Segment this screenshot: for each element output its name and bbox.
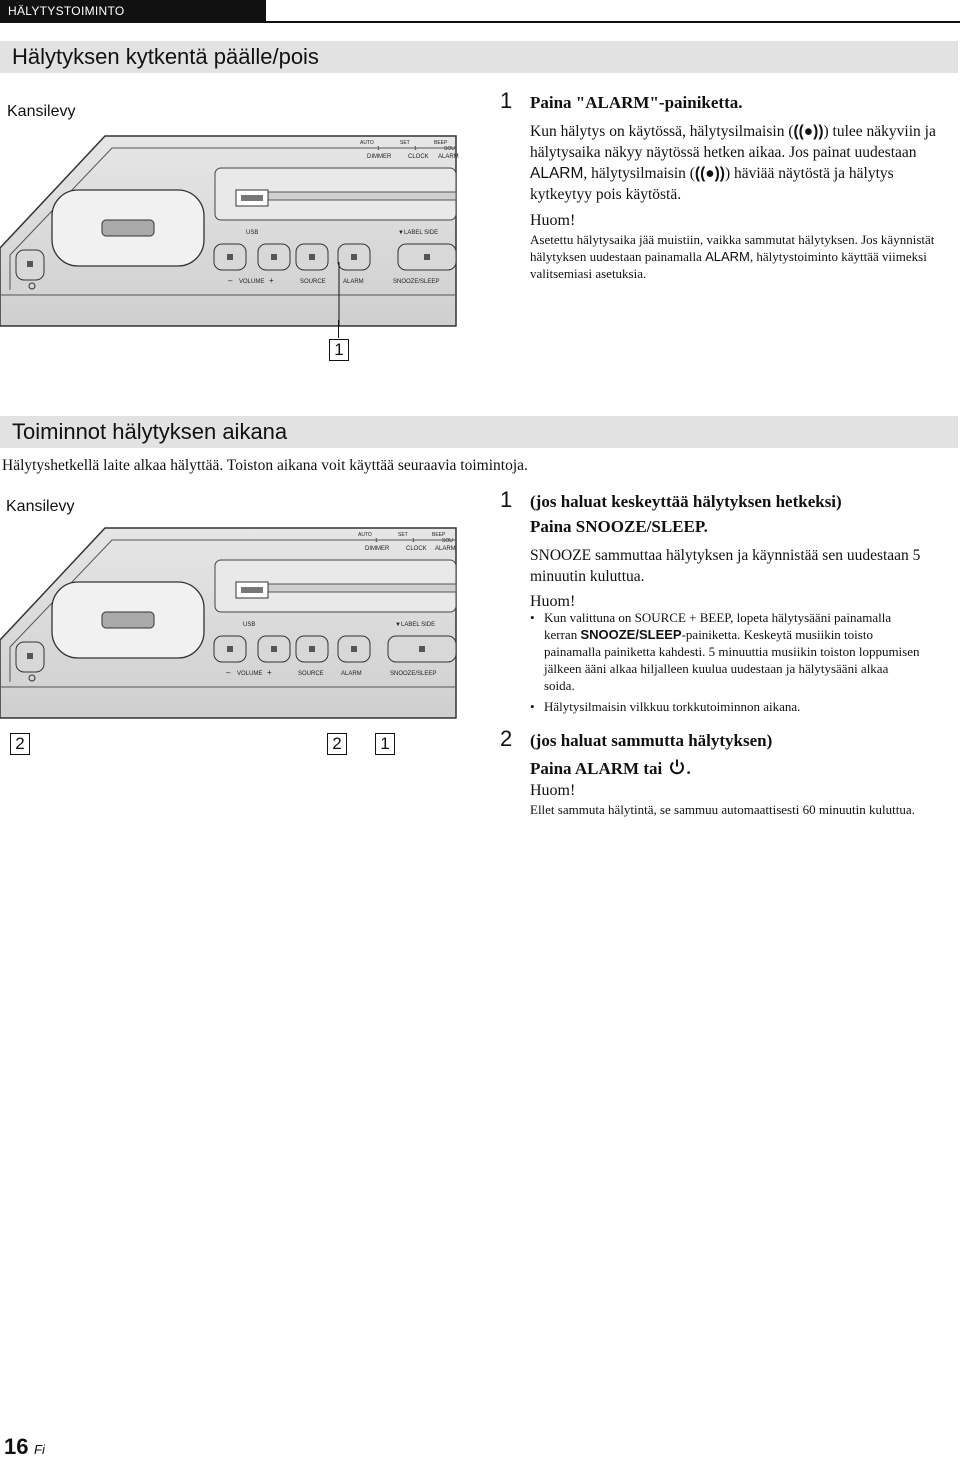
section1-title: Hälytyksen kytkentä päälle/pois — [0, 41, 958, 73]
section2-title: Toiminnot hälytyksen aikana — [0, 416, 958, 448]
alarm-indicator-icon: ((●)) — [793, 123, 824, 140]
svg-text:ALARM: ALARM — [343, 279, 364, 285]
s2-step1-bullet-2: • Hälytysilmaisin vilkkuu torkkutoiminnon aikana. — [530, 698, 922, 715]
svg-text:BEEP: BEEP — [434, 140, 448, 146]
svg-text:BEEP: BEEP — [432, 532, 446, 538]
svg-text:–: – — [226, 668, 231, 677]
svg-text:SET: SET — [400, 140, 410, 146]
s2-step2-note-title: Huom! — [530, 782, 576, 799]
svg-text:–: – — [228, 276, 233, 285]
callout-2-power: 2 — [10, 733, 30, 755]
svg-text:1: 1 — [412, 538, 415, 544]
svg-text:ALARM: ALARM — [435, 546, 456, 552]
s2-step2-note: Ellet sammuta hälytintä, se sammuu automaattisesti 60 minuutin kuluttua. — [530, 802, 915, 817]
svg-text:SOU: SOU — [444, 146, 455, 152]
svg-text:CLOCK: CLOCK — [408, 154, 429, 160]
s2-step1-bullet-1: • Kun valittuna on SOURCE + BEEP, lopeta hälytysääni painamalla kerran SNOOZE/SLEEP-painiketta. Keskeytä musiikin toisto painamalla painiketta kahdesti. 5 minuuttia musiikin toiston loppumisen jälkeen ääni alkaa hiljalleen kuulua uudestaan ja hälytysääni alkaa soida. — [530, 609, 922, 694]
s2-step1-number: 1 — [500, 487, 513, 512]
s2-step1-note-title: Huom! — [530, 593, 576, 610]
svg-text:LABEL SIDE: LABEL SIDE — [401, 622, 436, 628]
svg-text:DIMMER: DIMMER — [367, 154, 392, 160]
s2-step1-title-b: Paina SNOOZE/SLEEP. — [530, 517, 708, 536]
s2-step2-number: 2 — [500, 726, 513, 751]
s2-step1-body: SNOOZE sammuttaa hälytyksen ja käynnistää sen uudestaan 5 minuutin kuluttua. — [530, 547, 921, 585]
svg-text:SOURCE: SOURCE — [298, 671, 324, 677]
svg-text:ALARM: ALARM — [341, 671, 362, 677]
svg-text:USB: USB — [243, 622, 256, 628]
svg-text:VOLUME: VOLUME — [239, 279, 265, 285]
svg-text:1: 1 — [414, 146, 417, 152]
callout-1: 1 — [329, 339, 349, 361]
header-rule — [0, 21, 960, 23]
s1-note-title: Huom! — [530, 212, 576, 229]
svg-text:▼: ▼ — [395, 622, 401, 628]
callout-2-alarm: 2 — [327, 733, 347, 755]
svg-text:DIMMER: DIMMER — [365, 546, 390, 552]
page-language: Fi — [34, 1442, 45, 1457]
svg-text:SOURCE: SOURCE — [300, 279, 326, 285]
svg-text:SET: SET — [398, 532, 408, 538]
callout-1-snooze: 1 — [375, 733, 395, 755]
s1-step1-title: Paina "ALARM"-painiketta. — [530, 93, 743, 112]
svg-text:ALARM: ALARM — [438, 154, 459, 160]
section2-intro: Hälytyshetkellä laite alkaa hälyttää. Toiston aikana voit käyttää seuraavia toimintoja. — [2, 457, 528, 474]
power-icon — [668, 758, 686, 776]
callout-leader-1 — [338, 320, 339, 338]
s2-step2-title-a: (jos haluat sammutta hälytyksen) — [530, 731, 773, 750]
svg-text:+: + — [269, 276, 274, 285]
svg-text:+: + — [267, 668, 272, 677]
svg-text:LABEL SIDE: LABEL SIDE — [404, 230, 439, 236]
top-panel-illustration-1 — [0, 130, 459, 326]
s1-step1-number: 1 — [500, 88, 513, 113]
svg-text:SOU: SOU — [442, 538, 453, 544]
s1-step1-body: Kun hälytys on käytössä, hälytysilmaisin (((●))) tulee näkyviin ja hälytysaika näkyy näytössä hetken aikaa. Jos painat uudestaan ALARM, hälytysilmaisin (((●))) häviää näytöstä ja hälytys kytkeytyy pois käytöstä. — [530, 123, 936, 203]
svg-text:1: 1 — [375, 538, 378, 544]
svg-text:AUTO: AUTO — [360, 140, 374, 146]
s2-step1-title-a: (jos haluat keskeyttää hälytyksen hetkeksi) — [530, 492, 842, 511]
section2-panel-label: Kansilevy — [6, 498, 75, 515]
svg-text:VOLUME: VOLUME — [237, 671, 263, 677]
alarm-indicator-icon: ((●)) — [694, 165, 725, 182]
page-number: 16 — [4, 1434, 29, 1459]
svg-text:1: 1 — [377, 146, 380, 152]
section1-panel-label: Kansilevy — [7, 103, 76, 120]
svg-text:SNOOZE/SLEEP: SNOOZE/SLEEP — [393, 279, 440, 285]
section-tab: HÄLYTYSTOIMINTO — [0, 0, 266, 22]
top-panel-illustration-2 — [0, 522, 456, 718]
svg-text:▼: ▼ — [398, 230, 404, 236]
svg-text:CLOCK: CLOCK — [406, 546, 427, 552]
svg-text:USB: USB — [246, 230, 259, 236]
svg-text:SNOOZE/SLEEP: SNOOZE/SLEEP — [390, 671, 437, 677]
svg-text:AUTO: AUTO — [358, 532, 372, 538]
s1-note-body: Asetettu hälytysaika jää muistiin, vaikka sammutat hälytyksen. Jos käynnistät hälytyksen uudestaan painamalla ALARM, hälytystoiminto käyttää viimeksi valitsemiasi asetuksia. — [530, 232, 935, 281]
s2-step2-title-b: Paina ALARM tai . — [530, 759, 691, 778]
